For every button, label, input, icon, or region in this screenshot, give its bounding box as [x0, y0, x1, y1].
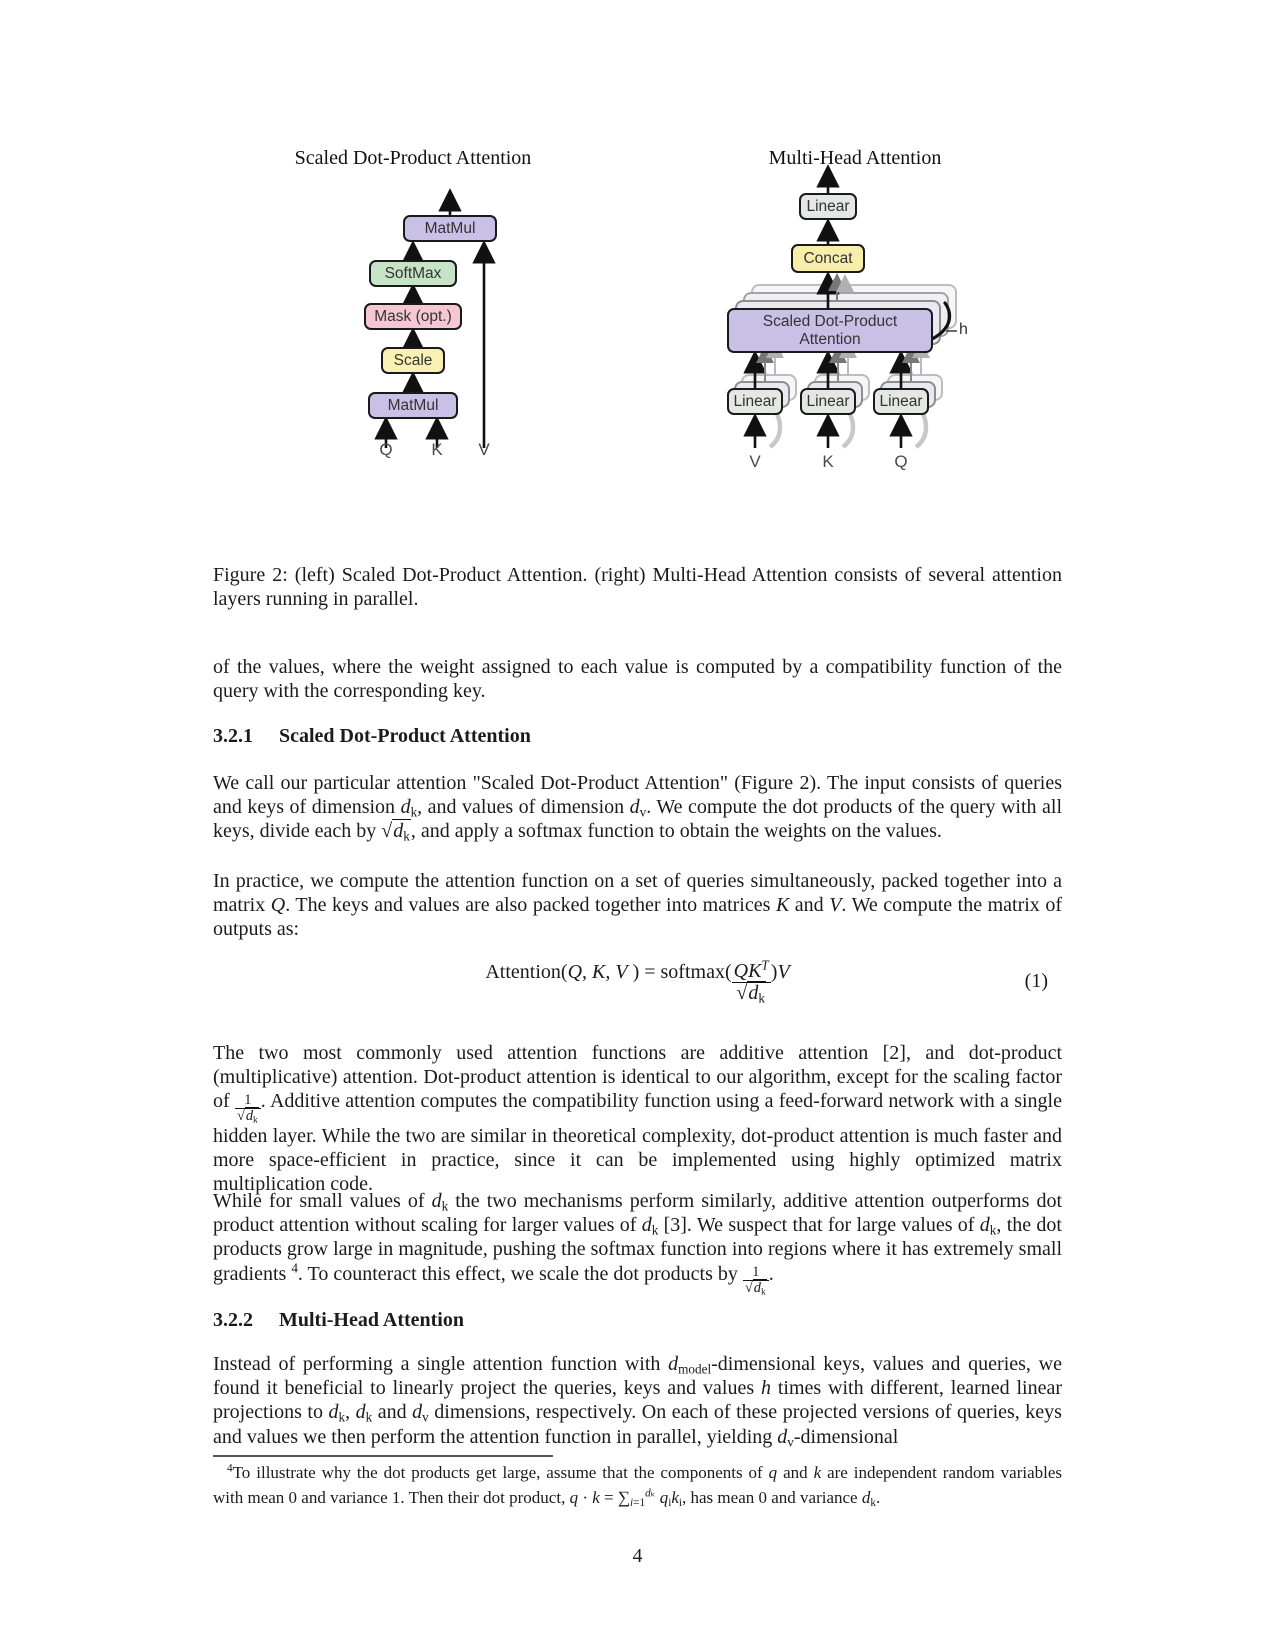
- equation-number: (1): [1024, 970, 1048, 992]
- scale-box: Scale: [381, 347, 445, 374]
- mask-box: Mask (opt.): [364, 303, 462, 330]
- paragraph-2: In practice, we compute the attention function on a set of queries simultaneously, packed together into a matrix Q. The keys and values are also packed together into matrices K and V. We compute the matrix of outputs as:: [213, 870, 1062, 941]
- figure-caption: Figure 2: (left) Scaled Dot-Product Attention. (right) Multi-Head Attention consists of several attention layers running in parallel.: [213, 564, 1062, 611]
- input-label-k: K: [431, 440, 443, 459]
- sdpa-label-line1: Scaled Dot-Product: [762, 312, 898, 330]
- sqrt-radical: $√d_k$: [236, 1107, 258, 1126]
- sqrt-radical: $√d_k$: [381, 820, 410, 844]
- section-heading-3-2-1: [213, 725, 1062, 748]
- footnote-4: $^4$To illustrate why the dot products get large, assume that the components of q and k are independent random variables with mean 0 and variance 1. Then their dot product, $q \cdot k = \sum_{i=1}^{d_k}$ $q_ik_i$, has mean 0 and variance $d_k$.: [213, 1462, 1063, 1509]
- input-label-q: Q: [379, 440, 393, 459]
- concat-box: Concat: [791, 244, 865, 273]
- sqrt-radical: $√d_k$: [736, 981, 765, 1005]
- fraction: $\frac{QK^T}{√d_k}$: [733, 956, 769, 1005]
- footnote-rule: [213, 1455, 553, 1457]
- attention-equation: Attention(Q, K, V ) = softmax( $\frac{QK^T}{√d_k}$ )V: [485, 956, 790, 1005]
- section-title: Scaled Dot-Product Attention: [279, 725, 531, 747]
- linear-v-box: Linear: [727, 388, 783, 415]
- input-label-k: K: [822, 452, 834, 471]
- paragraph-intro: of the values, where the weight assigned to each value is computed by a compatibility function of the query with the corresponding key.: [213, 656, 1062, 703]
- input-label-v: V: [478, 440, 490, 459]
- paragraph-5: Instead of performing a single attention function with $d_{model}$-dimensional keys, values and queries, we found it beneficial to linearly project the queries, keys and values h times with different, learned linear projections to $d_k$, $d_k$ and $d_v$ dimensions, respectively. On each of these projected versions of queries, keys and values we then perform the attention function in parallel, yielding $d_v$-dimensional: [213, 1353, 1062, 1449]
- matmul-top-box: MatMul: [403, 215, 497, 242]
- figure-arrows-svg: [213, 135, 1062, 485]
- matmul-bottom-box: MatMul: [368, 392, 458, 419]
- fraction: $\frac{1}{√d_k}$: [235, 1093, 261, 1124]
- linear-k-box: Linear: [800, 388, 856, 415]
- sqrt-radical: $√d_k$: [744, 1279, 766, 1298]
- linear-top-box: Linear: [799, 193, 857, 220]
- sdpa-label-line2: Attention: [799, 330, 861, 348]
- paragraph-1: We call our particular attention "Scaled Dot-Product Attention" (Figure 2). The input consists of queries and keys of dimension $d_k$, and values of dimension $d_v$. We compute the dot products of the query with all keys, divide each by $√d_k$, and apply a softmax function to obtain the weights on the values.: [213, 772, 1063, 844]
- paragraph-3: The two most commonly used attention functions are additive attention [2], and dot-product (multiplicative) attention. Dot-product attention is identical to our algorithm, except for the scaling factor of $\frac{1}{√d_k}$ . Additive attention computes the compatibility function using a feed-forward network with a single hidden layer. While the two are similar in theoretical complexity, dot-product attention is much faster and more space-efficient in practice, since it can be implemented using highly optimized matrix multiplication code.: [213, 1042, 1062, 1196]
- left-diagram-title: Scaled Dot-Product Attention: [294, 147, 532, 169]
- page-number: 4: [632, 1545, 643, 1567]
- right-diagram-title: Multi-Head Attention: [768, 147, 942, 169]
- section-heading-3-2-2: [213, 1309, 1062, 1332]
- scaled-dot-product-attention-box: [727, 308, 933, 353]
- section-title: Multi-Head Attention: [279, 1309, 464, 1331]
- linear-q-box: Linear: [873, 388, 929, 415]
- input-label-v: V: [749, 452, 761, 471]
- paragraph-4: While for small values of $d_k$ the two mechanisms perform similarly, additive attention outperforms dot product attention without scaling for larger values of $d_k$ [3]. We suspect that for large values of $d_k$, the dot products grow large in magnitude, pushing the softmax function into regions where it has extremely small gradients $^4$. To counteract this effect, we scale the dot products by $\frac{1}{√d_k}$ .: [213, 1190, 1062, 1298]
- softmax-box: SoftMax: [369, 260, 457, 287]
- equation-1-row: [213, 942, 1062, 1022]
- heads-count-label: h: [959, 321, 968, 338]
- fraction: $\frac{1}{√d_k}$: [743, 1265, 769, 1296]
- section-number: 3.2.2: [213, 1309, 253, 1331]
- input-label-q: Q: [894, 452, 908, 471]
- section-number: 3.2.1: [213, 725, 253, 747]
